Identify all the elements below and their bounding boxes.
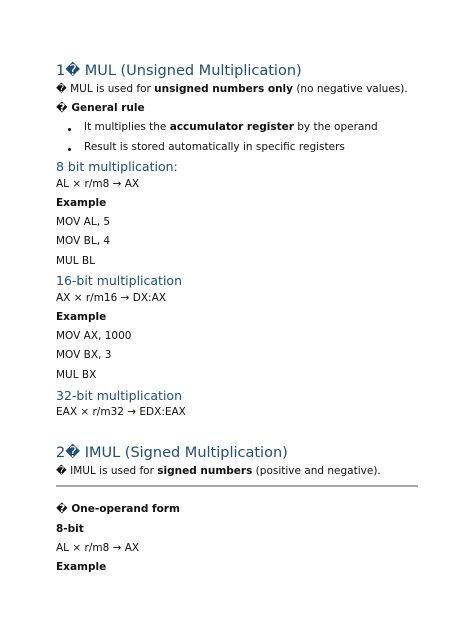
bit16-heading: 16-bit multiplication bbox=[56, 273, 183, 288]
rule-icon: � bbox=[56, 503, 68, 515]
general-rule-label: General rule bbox=[71, 102, 145, 114]
pin-icon: � bbox=[56, 83, 67, 95]
imul-example-label: Example bbox=[56, 561, 107, 573]
imul-heading: 2� IMUL (Signed Multiplication) bbox=[56, 445, 288, 461]
bullet-item-1 bbox=[84, 121, 378, 133]
bit16-formula: AX × r/m16 → DX:AX bbox=[56, 292, 166, 304]
pin-icon: � bbox=[56, 465, 67, 477]
rule-icon: � bbox=[56, 102, 68, 114]
mul-intro bbox=[56, 83, 408, 95]
code-line: MOV AL, 5 bbox=[56, 216, 111, 228]
mul-heading: 1� MUL (Unsigned Multiplication) bbox=[56, 63, 302, 79]
one-operand-label: One-operand form bbox=[71, 503, 180, 515]
imul-intro-before: IMUL is used for bbox=[70, 465, 158, 477]
general-rule-heading bbox=[56, 102, 145, 114]
bit16-example-label: Example bbox=[56, 311, 107, 323]
bit8-heading: 8 bit multiplication: bbox=[56, 159, 178, 174]
code-line: MOV AX, 1000 bbox=[56, 330, 132, 342]
mul-intro-after: (no negative values). bbox=[292, 83, 408, 95]
bit8-formula: AL × r/m8 → AX bbox=[56, 178, 140, 190]
imul-bit8-label: 8-bit bbox=[56, 523, 84, 535]
imul-intro bbox=[56, 465, 381, 477]
bit32-formula: EAX × r/m32 → EDX:EAX bbox=[56, 406, 186, 418]
horizontal-rule bbox=[56, 485, 418, 487]
code-line: MUL BX bbox=[56, 369, 97, 381]
bit8-example-label: Example bbox=[56, 197, 107, 209]
bullet-1-bold: accumulator register bbox=[169, 121, 294, 133]
bit32-heading: 32-bit multiplication bbox=[56, 388, 183, 403]
imul-formula: AL × r/m8 → AX bbox=[56, 542, 140, 554]
bullet-item-2: Result is stored automatically in specific registers bbox=[84, 141, 345, 153]
mul-intro-before: MUL is used for bbox=[70, 83, 155, 95]
bullet-dot bbox=[68, 128, 71, 131]
bullet-dot bbox=[68, 148, 71, 151]
one-operand-heading bbox=[56, 503, 180, 515]
imul-intro-bold: signed numbers bbox=[157, 465, 253, 477]
code-line: MUL BL bbox=[56, 255, 95, 267]
bullet-1-before: It multiplies the bbox=[84, 121, 170, 133]
code-line: MOV BX, 3 bbox=[56, 349, 112, 361]
bullet-1-after: by the operand bbox=[293, 121, 378, 133]
imul-intro-after: (positive and negative). bbox=[252, 465, 381, 477]
mul-intro-bold: unsigned numbers only bbox=[154, 83, 293, 95]
code-line: MOV BL, 4 bbox=[56, 235, 111, 247]
